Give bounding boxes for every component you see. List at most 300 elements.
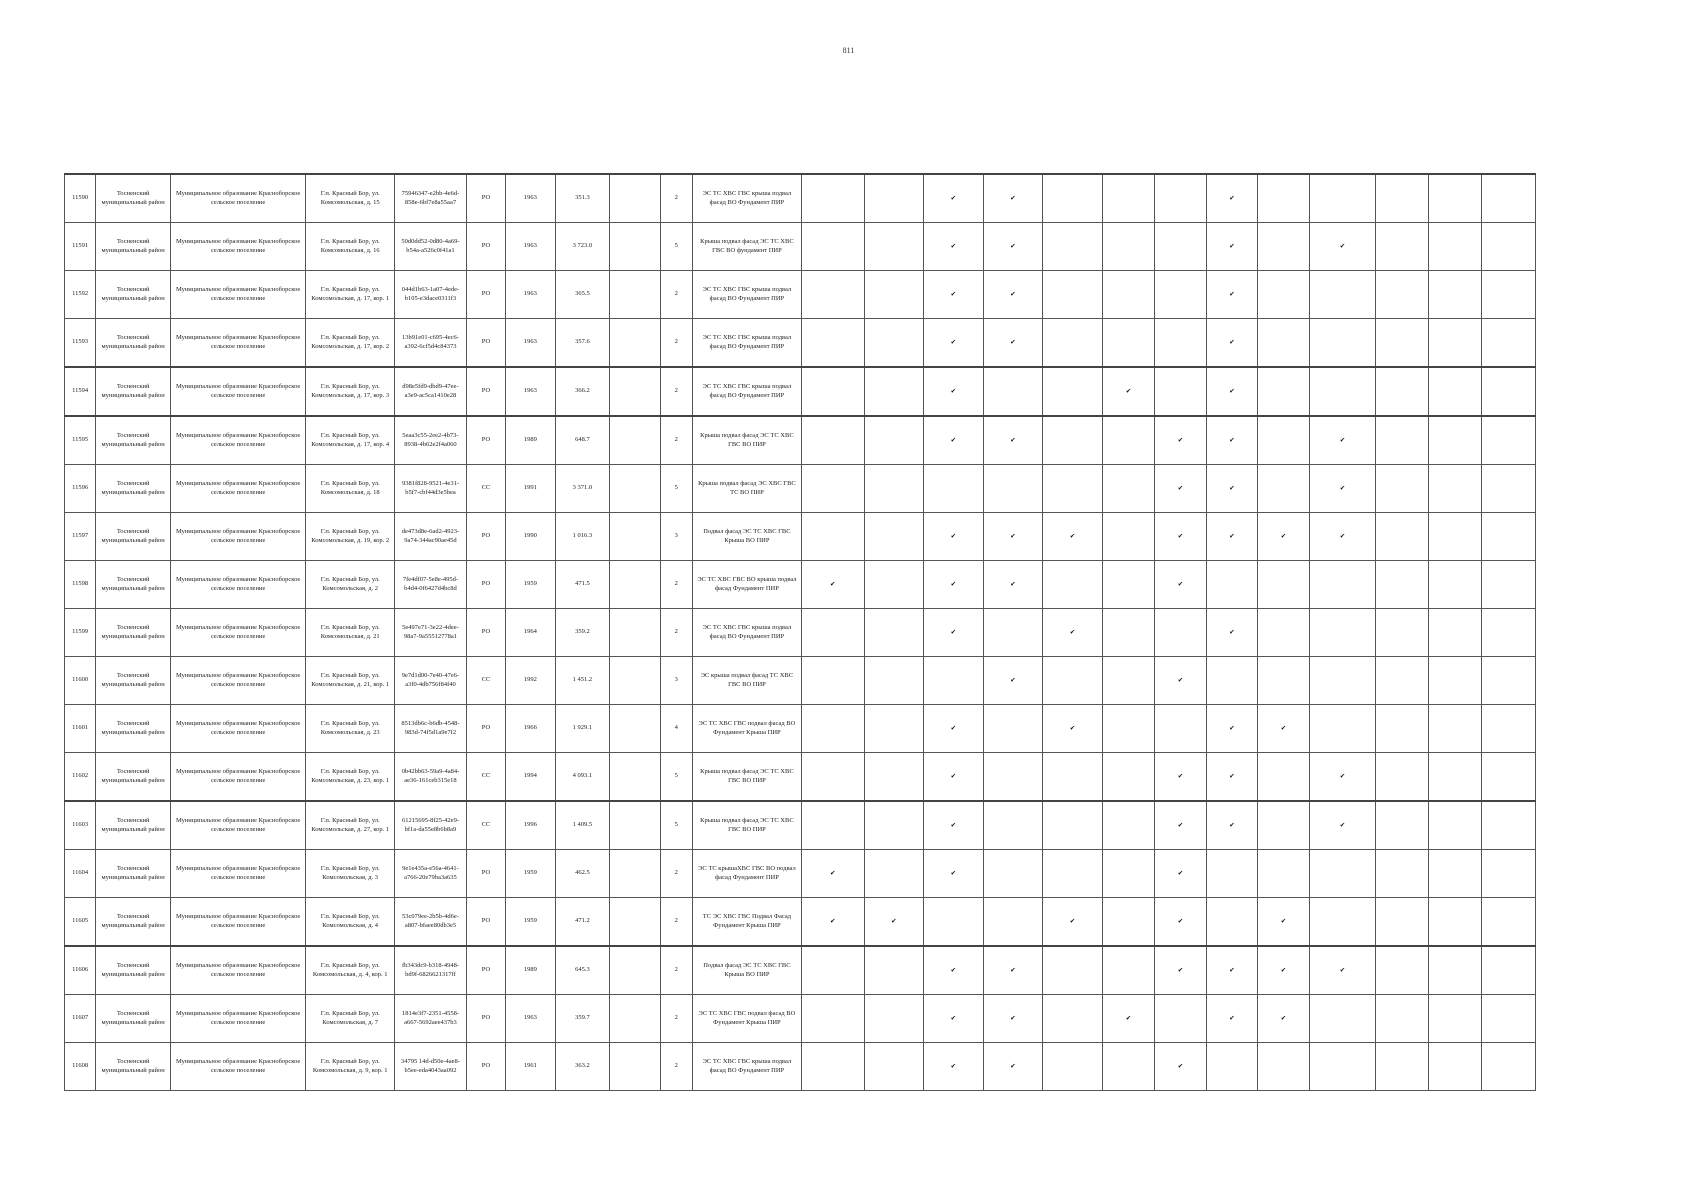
empty-check-cell (1206, 561, 1257, 609)
empty-check-cell (983, 850, 1043, 898)
row-number: 11596 (65, 465, 96, 513)
empty-check-cell (1428, 465, 1482, 513)
check-mark-icon: ✔ (924, 561, 984, 609)
check-mark-icon: ✔ (1043, 513, 1103, 561)
empty-cell (610, 174, 660, 223)
check-mark-icon: ✔ (983, 174, 1043, 223)
row-number: 11594 (65, 367, 96, 416)
empty-check-cell (864, 1043, 924, 1091)
works-list-cell: ТС ЭС ХВС ГВС Подвал Фасад Фундамент Крыша ПИР (692, 898, 801, 947)
empty-check-cell (1428, 609, 1482, 657)
check-mark-icon: ✔ (1206, 465, 1257, 513)
district-cell: Тосненский муниципальный район (96, 223, 171, 271)
empty-check-cell (864, 753, 924, 802)
empty-check-cell (864, 561, 924, 609)
empty-check-cell (1102, 416, 1154, 465)
empty-check-cell (1309, 995, 1376, 1043)
empty-check-cell (801, 609, 864, 657)
empty-check-cell (1309, 705, 1376, 753)
empty-check-cell (1482, 416, 1536, 465)
table-row (65, 319, 1536, 368)
ownership-form-cell: СС (466, 753, 505, 802)
empty-cell (610, 946, 660, 995)
ownership-form-cell: РО (466, 223, 505, 271)
check-mark-icon: ✔ (1155, 561, 1206, 609)
empty-check-cell (801, 319, 864, 368)
address-cell: Г.п. Красный Бор, ул. Комсомольская, д. 17, кор. 1 (306, 271, 395, 319)
floors-cell: 2 (660, 850, 692, 898)
empty-check-cell (864, 319, 924, 368)
empty-check-cell (801, 995, 864, 1043)
check-mark-icon: ✔ (1155, 465, 1206, 513)
table-row (65, 850, 1536, 898)
empty-check-cell (1482, 995, 1536, 1043)
empty-check-cell (1428, 367, 1482, 416)
empty-check-cell (1155, 271, 1206, 319)
build-year-cell: 1966 (506, 705, 555, 753)
empty-check-cell (1043, 995, 1103, 1043)
address-cell: Г.п. Красный Бор, ул. Комсомольская, д. 3 (306, 850, 395, 898)
check-mark-icon: ✔ (1258, 705, 1309, 753)
address-cell: Г.п. Красный Бор, ул. Комсомольская, д. 19, кор. 2 (306, 513, 395, 561)
area-cell: 365.5 (555, 271, 610, 319)
check-mark-icon: ✔ (924, 223, 984, 271)
district-cell: Тосненский муниципальный район (96, 319, 171, 368)
empty-check-cell (864, 416, 924, 465)
build-year-cell: 1991 (506, 465, 555, 513)
table-row (65, 753, 1536, 802)
empty-check-cell (1258, 416, 1309, 465)
area-cell: 351.3 (555, 174, 610, 223)
empty-cell (610, 995, 660, 1043)
page-number: 811 (842, 46, 855, 55)
row-number: 11598 (65, 561, 96, 609)
table-row (65, 609, 1536, 657)
empty-check-cell (1482, 319, 1536, 368)
check-mark-icon: ✔ (1206, 416, 1257, 465)
works-list-cell: Крыша подвал фасад ЭС ТС ХВС ГВС ВО фундамент ПИР (692, 223, 801, 271)
row-number: 11603 (65, 801, 96, 850)
municipality-cell: Муниципальное образование Красноборское сельское поселение (171, 657, 306, 705)
house-code-cell: 5eaa3c55-2ee2-4b73-8938-4b62e2f4a060 (395, 416, 467, 465)
empty-cell (610, 801, 660, 850)
area-cell: 4 093.1 (555, 753, 610, 802)
area-cell: 648.7 (555, 416, 610, 465)
check-mark-icon: ✔ (924, 995, 984, 1043)
check-mark-icon: ✔ (924, 367, 984, 416)
floors-cell: 5 (660, 223, 692, 271)
municipality-cell: Муниципальное образование Красноборское сельское поселение (171, 705, 306, 753)
empty-check-cell (1258, 1043, 1309, 1091)
house-code-cell: 0b42bb63-59a9-4a84-ae36-161ceb315e18 (395, 753, 467, 802)
empty-check-cell (1376, 513, 1428, 561)
district-cell: Тосненский муниципальный район (96, 1043, 171, 1091)
area-cell: 363.2 (555, 1043, 610, 1091)
district-cell: Тосненский муниципальный район (96, 657, 171, 705)
empty-cell (610, 561, 660, 609)
empty-check-cell (1482, 367, 1536, 416)
empty-check-cell (864, 657, 924, 705)
ownership-form-cell: РО (466, 561, 505, 609)
check-mark-icon: ✔ (924, 609, 984, 657)
works-list-cell: ЭС ТС ХВС ГВС крыша подвал фасад ВО Фундамент ПИР (692, 319, 801, 368)
address-cell: Г.п. Красный Бор, ул. Комсомольская, д. 9, кор. 1 (306, 1043, 395, 1091)
empty-cell (610, 753, 660, 802)
floors-cell: 2 (660, 898, 692, 947)
district-cell: Тосненский муниципальный район (96, 174, 171, 223)
empty-check-cell (1376, 995, 1428, 1043)
empty-check-cell (1043, 1043, 1103, 1091)
address-cell: Г.п. Красный Бор, ул. Комсомольская, д. 16 (306, 223, 395, 271)
check-mark-icon: ✔ (864, 898, 924, 947)
check-mark-icon: ✔ (1102, 995, 1154, 1043)
district-cell: Тосненский муниципальный район (96, 271, 171, 319)
check-mark-icon: ✔ (1155, 753, 1206, 802)
area-cell: 1 016.3 (555, 513, 610, 561)
house-code-cell: 9e7d1d00-7e40-47e6-a3f0-4db756f84f40 (395, 657, 467, 705)
district-cell: Тосненский муниципальный район (96, 465, 171, 513)
empty-check-cell (1309, 898, 1376, 947)
empty-check-cell (1102, 801, 1154, 850)
municipality-cell: Муниципальное образование Красноборское сельское поселение (171, 898, 306, 947)
empty-check-cell (1102, 561, 1154, 609)
empty-check-cell (1482, 271, 1536, 319)
floors-cell: 3 (660, 657, 692, 705)
empty-check-cell (1428, 416, 1482, 465)
address-cell: Г.п. Красный Бор, ул. Комсомольская, д. 4 (306, 898, 395, 947)
empty-check-cell (864, 465, 924, 513)
check-mark-icon: ✔ (1309, 513, 1376, 561)
check-mark-icon: ✔ (801, 561, 864, 609)
empty-check-cell (1043, 561, 1103, 609)
empty-check-cell (1309, 657, 1376, 705)
check-mark-icon: ✔ (801, 898, 864, 947)
district-cell: Тосненский муниципальный район (96, 705, 171, 753)
build-year-cell: 1989 (506, 416, 555, 465)
area-cell: 462.5 (555, 850, 610, 898)
empty-check-cell (1376, 174, 1428, 223)
empty-check-cell (1102, 319, 1154, 368)
house-code-cell: 34795 14d-d50e-4ae8-b5ee-eda4043aa092 (395, 1043, 467, 1091)
area-cell: 645.3 (555, 946, 610, 995)
floors-cell: 4 (660, 705, 692, 753)
check-mark-icon: ✔ (1043, 705, 1103, 753)
empty-check-cell (1376, 946, 1428, 995)
check-mark-icon: ✔ (1155, 898, 1206, 947)
district-cell: Тосненский муниципальный район (96, 995, 171, 1043)
empty-check-cell (1206, 657, 1257, 705)
municipality-cell: Муниципальное образование Красноборское сельское поселение (171, 561, 306, 609)
check-mark-icon: ✔ (1309, 223, 1376, 271)
empty-check-cell (1428, 174, 1482, 223)
works-list-cell: ЭС ТС крышаХВС ГВС ВО подвал фасад Фундамент ПИР (692, 850, 801, 898)
check-mark-icon: ✔ (924, 946, 984, 995)
row-number: 11592 (65, 271, 96, 319)
ownership-form-cell: РО (466, 1043, 505, 1091)
empty-check-cell (801, 465, 864, 513)
empty-check-cell (1482, 223, 1536, 271)
floors-cell: 2 (660, 561, 692, 609)
works-list-cell: ЭС ТС ХВС ГВС крыша подвал фасад ВО Фундамент ПИР (692, 1043, 801, 1091)
check-mark-icon: ✔ (983, 995, 1043, 1043)
address-cell: Г.п. Красный Бор, ул. Комсомольская, д. 27, кор. 1 (306, 801, 395, 850)
ownership-form-cell: СС (466, 801, 505, 850)
check-mark-icon: ✔ (1155, 657, 1206, 705)
area-cell: 1 929.1 (555, 705, 610, 753)
works-list-cell: ЭС ТС ХВС ГВС ВО крыша подвал фасад Фундамент ПИР (692, 561, 801, 609)
empty-check-cell (1043, 946, 1103, 995)
empty-check-cell (1482, 174, 1536, 223)
ownership-form-cell: РО (466, 174, 505, 223)
empty-check-cell (1428, 801, 1482, 850)
check-mark-icon: ✔ (983, 319, 1043, 368)
municipality-cell: Муниципальное образование Красноборское сельское поселение (171, 609, 306, 657)
check-mark-icon: ✔ (1206, 174, 1257, 223)
row-number: 11606 (65, 946, 96, 995)
empty-cell (610, 367, 660, 416)
check-mark-icon: ✔ (924, 271, 984, 319)
area-cell: 3 371.0 (555, 465, 610, 513)
empty-check-cell (1376, 416, 1428, 465)
check-mark-icon: ✔ (983, 946, 1043, 995)
works-list-cell: Крыша подвал фасад ЭС ТС ХВС ГВС ВО ПИР (692, 753, 801, 802)
municipality-cell: Муниципальное образование Красноборское сельское поселение (171, 367, 306, 416)
row-number: 11591 (65, 223, 96, 271)
empty-check-cell (801, 416, 864, 465)
check-mark-icon: ✔ (924, 416, 984, 465)
build-year-cell: 1963 (506, 174, 555, 223)
empty-check-cell (1043, 367, 1103, 416)
address-cell: Г.п. Красный Бор, ул. Комсомольская, д. 21 (306, 609, 395, 657)
empty-cell (610, 850, 660, 898)
check-mark-icon: ✔ (1155, 1043, 1206, 1091)
municipality-cell: Муниципальное образование Красноборское сельское поселение (171, 513, 306, 561)
floors-cell: 2 (660, 416, 692, 465)
empty-check-cell (1309, 271, 1376, 319)
table-body (65, 174, 1536, 1091)
empty-check-cell (1482, 465, 1536, 513)
empty-cell (610, 271, 660, 319)
check-mark-icon: ✔ (1309, 753, 1376, 802)
row-number: 11601 (65, 705, 96, 753)
floors-cell: 2 (660, 367, 692, 416)
empty-check-cell (1482, 561, 1536, 609)
works-list-cell: Крыша подвал фасад ЭС ТС ХВС ГВС ВО ПИР (692, 416, 801, 465)
works-list-cell: ЭС ТС ХВС ГВС подвал фасад ВО Фундамент Крыша ПИР (692, 995, 801, 1043)
empty-check-cell (1376, 753, 1428, 802)
empty-check-cell (1428, 271, 1482, 319)
empty-check-cell (801, 705, 864, 753)
ownership-form-cell: СС (466, 465, 505, 513)
floors-cell: 2 (660, 1043, 692, 1091)
empty-check-cell (1102, 705, 1154, 753)
empty-check-cell (801, 1043, 864, 1091)
empty-check-cell (1102, 946, 1154, 995)
empty-check-cell (1376, 223, 1428, 271)
empty-check-cell (1258, 561, 1309, 609)
empty-check-cell (801, 174, 864, 223)
empty-check-cell (1258, 657, 1309, 705)
empty-check-cell (1428, 223, 1482, 271)
works-list-cell: ЭС ТС ХВС ГВС крыша подвал фасад ВО Фундамент ПИР (692, 271, 801, 319)
floors-cell: 2 (660, 946, 692, 995)
empty-cell (610, 513, 660, 561)
municipality-cell: Муниципальное образование Красноборское сельское поселение (171, 465, 306, 513)
address-cell: Г.п. Красный Бор, ул. Комсомольская, д. 15 (306, 174, 395, 223)
empty-check-cell (1482, 850, 1536, 898)
empty-check-cell (1376, 271, 1428, 319)
empty-check-cell (1482, 898, 1536, 947)
build-year-cell: 1959 (506, 561, 555, 609)
empty-check-cell (801, 753, 864, 802)
empty-check-cell (1309, 1043, 1376, 1091)
empty-check-cell (1309, 609, 1376, 657)
house-code-cell: 044d1b63-1a07-4ede-b105-e3dace0311f3 (395, 271, 467, 319)
empty-check-cell (1043, 271, 1103, 319)
table-row (65, 657, 1536, 705)
empty-cell (610, 657, 660, 705)
check-mark-icon: ✔ (1206, 367, 1257, 416)
empty-check-cell (1102, 609, 1154, 657)
row-number: 11602 (65, 753, 96, 802)
check-mark-icon: ✔ (1155, 416, 1206, 465)
empty-check-cell (1309, 319, 1376, 368)
floors-cell: 2 (660, 609, 692, 657)
check-mark-icon: ✔ (1309, 416, 1376, 465)
empty-cell (610, 223, 660, 271)
empty-check-cell (1155, 705, 1206, 753)
district-cell: Тосненский муниципальный район (96, 753, 171, 802)
district-cell: Тосненский муниципальный район (96, 850, 171, 898)
empty-check-cell (1043, 657, 1103, 705)
empty-check-cell (983, 367, 1043, 416)
check-mark-icon: ✔ (1155, 850, 1206, 898)
empty-check-cell (864, 609, 924, 657)
check-mark-icon: ✔ (1155, 801, 1206, 850)
empty-check-cell (864, 174, 924, 223)
build-year-cell: 1994 (506, 753, 555, 802)
empty-check-cell (1309, 561, 1376, 609)
floors-cell: 3 (660, 513, 692, 561)
ownership-form-cell: РО (466, 705, 505, 753)
build-year-cell: 1959 (506, 850, 555, 898)
check-mark-icon: ✔ (1258, 995, 1309, 1043)
check-mark-icon: ✔ (1206, 609, 1257, 657)
check-mark-icon: ✔ (983, 657, 1043, 705)
municipality-cell: Муниципальное образование Красноборское сельское поселение (171, 319, 306, 368)
build-year-cell: 1992 (506, 657, 555, 705)
empty-check-cell (801, 223, 864, 271)
empty-check-cell (801, 513, 864, 561)
house-code-cell: de473d8e-6ad2-4923-9a74-344ac90ae45d (395, 513, 467, 561)
empty-check-cell (1102, 898, 1154, 947)
empty-check-cell (1428, 850, 1482, 898)
table-row (65, 416, 1536, 465)
check-mark-icon: ✔ (1206, 319, 1257, 368)
empty-check-cell (1102, 174, 1154, 223)
check-mark-icon: ✔ (924, 1043, 984, 1091)
empty-check-cell (864, 513, 924, 561)
house-code-cell: 1814e3f7-2351-4558-a667-5692aee437b3 (395, 995, 467, 1043)
table-row (65, 513, 1536, 561)
empty-check-cell (1206, 898, 1257, 947)
house-code-cell: 8513db6c-b6db-4548-983d-74f5d1a9e7f2 (395, 705, 467, 753)
check-mark-icon: ✔ (924, 801, 984, 850)
empty-check-cell (1376, 319, 1428, 368)
empty-check-cell (924, 898, 984, 947)
empty-check-cell (1258, 174, 1309, 223)
check-mark-icon: ✔ (924, 753, 984, 802)
check-mark-icon: ✔ (1206, 513, 1257, 561)
check-mark-icon: ✔ (983, 416, 1043, 465)
house-code-cell: 5e497e71-3e22-4dee-98a7-9a55512778a1 (395, 609, 467, 657)
empty-check-cell (924, 657, 984, 705)
empty-cell (610, 898, 660, 947)
empty-check-cell (1428, 705, 1482, 753)
check-mark-icon: ✔ (983, 223, 1043, 271)
empty-check-cell (1043, 465, 1103, 513)
empty-check-cell (983, 465, 1043, 513)
district-cell: Тосненский муниципальный район (96, 609, 171, 657)
works-list-cell: Крыша подвал фасад ЭС ТС ХВС ГВС ВО ПИР (692, 801, 801, 850)
empty-check-cell (983, 753, 1043, 802)
check-mark-icon: ✔ (1258, 513, 1309, 561)
empty-check-cell (1376, 1043, 1428, 1091)
empty-check-cell (1043, 753, 1103, 802)
empty-check-cell (1102, 657, 1154, 705)
district-cell: Тосненский муниципальный район (96, 561, 171, 609)
check-mark-icon: ✔ (1206, 995, 1257, 1043)
empty-check-cell (1043, 174, 1103, 223)
empty-check-cell (1258, 850, 1309, 898)
empty-check-cell (864, 223, 924, 271)
row-number: 11595 (65, 416, 96, 465)
area-cell: 471.2 (555, 898, 610, 947)
district-cell: Тосненский муниципальный район (96, 898, 171, 947)
empty-check-cell (1043, 223, 1103, 271)
empty-check-cell (1309, 174, 1376, 223)
ownership-form-cell: РО (466, 898, 505, 947)
address-cell: Г.п. Красный Бор, ул. Комсомольская, д. 4, кор. 1 (306, 946, 395, 995)
address-cell: Г.п. Красный Бор, ул. Комсомольская, д. 17, кор. 3 (306, 367, 395, 416)
empty-check-cell (1102, 223, 1154, 271)
house-code-cell: d98e5fd9-dbd9-47ee-a3e9-ac5ca1410e28 (395, 367, 467, 416)
check-mark-icon: ✔ (1309, 946, 1376, 995)
house-code-cell: 9381f828-9521-4e31-b5f7-cbf44d3e5bea (395, 465, 467, 513)
empty-check-cell (1258, 319, 1309, 368)
empty-check-cell (1258, 367, 1309, 416)
empty-check-cell (1428, 513, 1482, 561)
address-cell: Г.п. Красный Бор, ул. Комсомольская, д. 17, кор. 4 (306, 416, 395, 465)
empty-check-cell (1309, 850, 1376, 898)
municipality-cell: Муниципальное образование Красноборское сельское поселение (171, 753, 306, 802)
check-mark-icon: ✔ (983, 561, 1043, 609)
empty-check-cell (864, 271, 924, 319)
empty-check-cell (1482, 801, 1536, 850)
build-year-cell: 1959 (506, 898, 555, 947)
empty-cell (610, 319, 660, 368)
build-year-cell: 1961 (506, 1043, 555, 1091)
address-cell: Г.п. Красный Бор, ул. Комсомольская, д. 23 (306, 705, 395, 753)
empty-check-cell (801, 657, 864, 705)
works-list-cell: ЭС ТС ХВС ГВС крыша подвал фасад ВО Фундамент ПИР (692, 367, 801, 416)
ownership-form-cell: РО (466, 271, 505, 319)
house-code-cell: 75946347-e2bb-4e6d-858e-6bf7e8a55aa7 (395, 174, 467, 223)
empty-check-cell (983, 801, 1043, 850)
build-year-cell: 1990 (506, 513, 555, 561)
empty-check-cell (924, 465, 984, 513)
build-year-cell: 1989 (506, 946, 555, 995)
